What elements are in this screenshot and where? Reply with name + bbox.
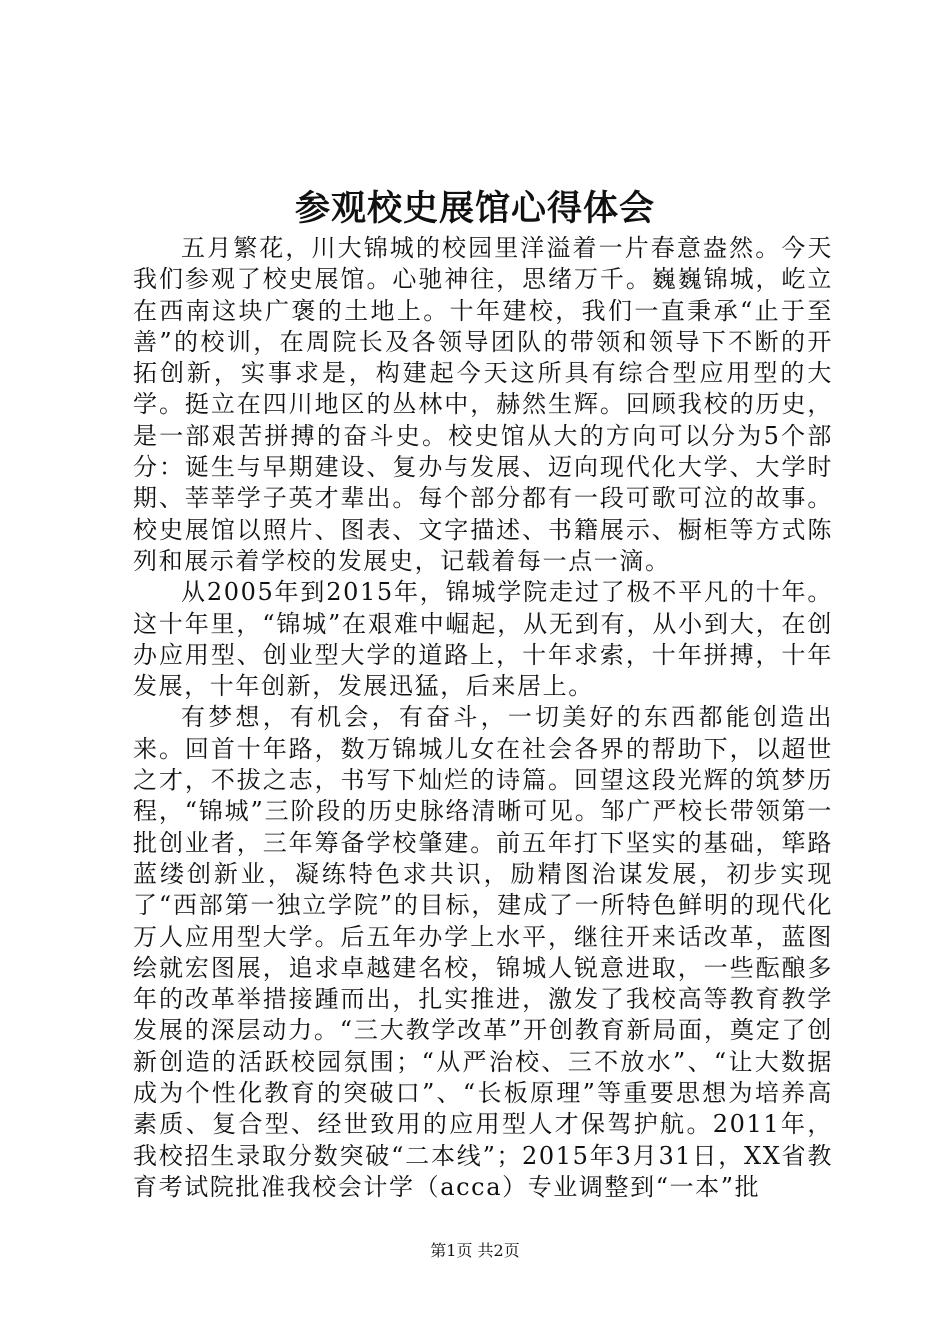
page-number-footer: 第1页 共2页	[430, 1241, 520, 1260]
paragraph: 有梦想，有机会，有奋斗，一切美好的东西都能创造出来。回首十年路，数万锦城儿女在社会各界的帮助下，以超世之才，不拔之志，书写下灿烂的诗篇。回望这段光辉的筑梦历程，“锦城”三阶段的历史脉络清晰可见。邹广严校长带领第一批创业者，三年筹备学校肇建。前五年打下坚实的基础，筚路蓝缕创新业，凝练特色求共识，励精图治谋发展，初步实现了“西部第一独立学院”的目标，建成了一所特色鲜明的现代化万人应用型大学。后五年办学上水平，继往开来话改革，蓝图绘就宏图展，追求卓越建名校，锦城人锐意进取，一些酝酿多年的改革举措接踵而出，扎实推进，激发了我校高等教育教学发展的深层动力。“三大教学改革”开创教育新局面，奠定了创新创造的活跃校园氛围；“从严治校、三不放水”、“让大数据成为个性化教育的突破口”、“长板原理”等重要思想为培养高素质、复合型、经世致用的应用型人才保驾护航。2011年，我校招生录取分数突破“二本线”；2015年3月31日，XX省教育考试院批准我校会计学（acca）专业调整到“一本”批	[133, 703, 833, 1201]
document-title: 参观校史展馆心得体会	[294, 188, 655, 229]
paragraph: 从2005年到2015年，锦城学院走过了极不平凡的十年。这十年里，“锦城”在艰难中崛起，从无到有，从小到大，在创办应用型、创业型大学的道路上，十年求索，十年拼搏，十年发展，十年创新，发展迅猛，后来居上。	[133, 578, 833, 701]
paragraph: 五月繁花，川大锦城的校园里洋溢着一片春意盎然。今天我们参观了校史展馆。心驰神往，思绪万千。巍巍锦城，屹立在西南这块广褒的土地上。十年建校，我们一直秉承“止于至善”的校训，在周院长及各领导团队的带领和领导下不断的开拓创新，实事求是，构建起今天这所具有综合型应用型的大学。挺立在四川地区的丛林中，赫然生辉。回顾我校的历史，是一部艰苦拼搏的奋斗史。校史馆从大的方向可以分为5个部分：诞生与早期建设、复办与发展、迈向现代化大学、大学时期、莘莘学子英才辈出。每个部分都有一段可歌可泣的故事。校史展馆以照片、图表、文字描述、书籍展示、橱柜等方式陈列和展示着学校的发展史，记载着每一点一滴。	[133, 234, 833, 575]
document-body	[133, 233, 833, 1203]
